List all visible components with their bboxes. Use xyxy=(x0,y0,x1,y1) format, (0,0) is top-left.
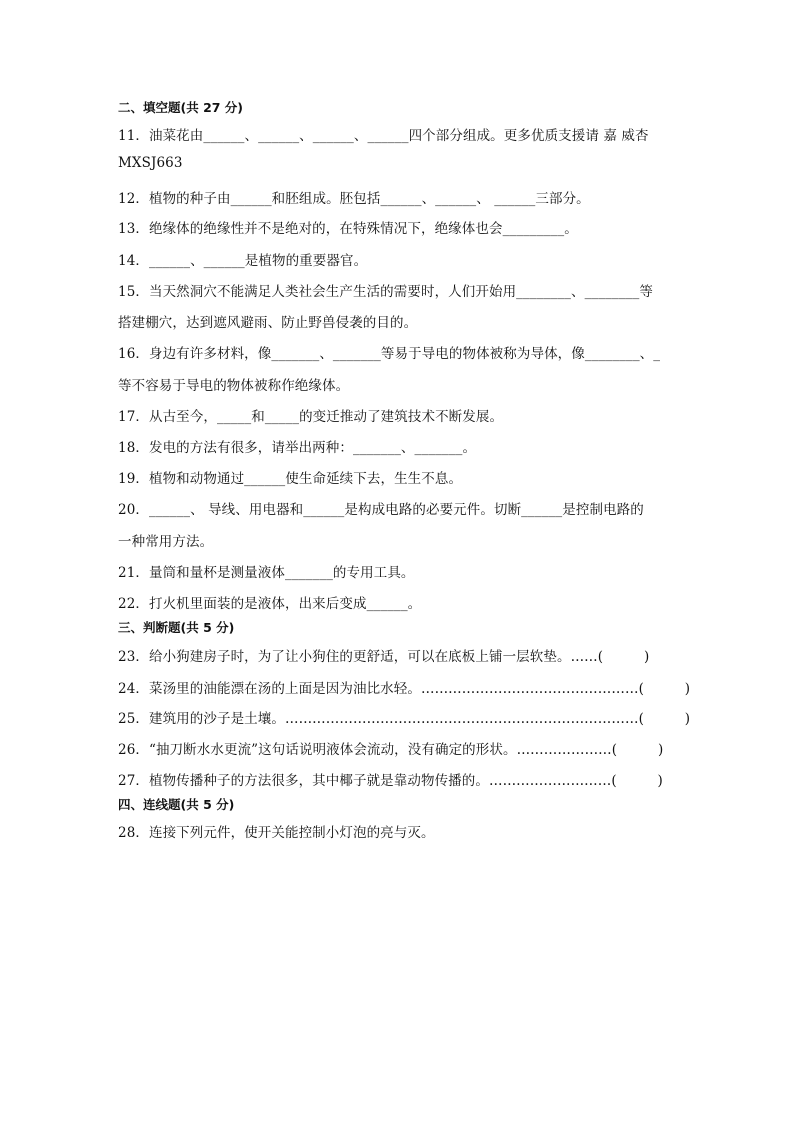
section-heading-fill-in: 二、填空题(共 27 分) xyxy=(118,100,244,115)
question-21: 21．量筒和量杯是测量液体_______的专用工具。 xyxy=(118,565,415,581)
question-23: 23．给小狗建房子时，为了让小狗住的更舒适，可以在底板上铺一层软垫。……( ) xyxy=(118,649,650,665)
question-18: 18．发电的方法有很多，请举出两种：_______、_______。 xyxy=(118,440,477,456)
question-20-line-2: 一种常用方法。 xyxy=(118,534,214,550)
question-19: 19．植物和动物通过______使生命延续下去，生生不息。 xyxy=(118,471,463,487)
question-11-line-2: MXSJ663 xyxy=(118,155,183,171)
question-28: 28．连接下列元件，使开关能控制小灯泡的亮与灭。 xyxy=(118,825,435,841)
question-15-line-2: 搭建棚穴，达到遮风避雨、防止野兽侵袭的目的。 xyxy=(118,315,418,331)
question-20-line-1: 20．______、 导线、用电器和______是构成电路的必要元件。切断______是控制电路的 xyxy=(118,502,644,518)
question-16-line-1: 16．身边有许多材料，像_______、_______等易于导电的物体被称为导体，像________、_ xyxy=(118,346,661,362)
question-11-line-1: 11．油菜花由______、______、______、______四个部分组成。更多优质支援请 嘉 威杏 xyxy=(118,128,649,144)
question-24: 24．菜汤里的油能漂在汤的上面是因为油比水轻。…………………………………………( ) xyxy=(118,681,691,697)
question-26: 26．“抽刀断水水更流”这句话说明液体会流动，没有确定的形状。…………………( ) xyxy=(118,742,664,758)
section-heading-matching: 四、连线题(共 5 分) xyxy=(118,797,235,812)
question-22: 22．打火机里面装的是液体，出来后变成______。 xyxy=(118,596,422,612)
question-16-line-2: 等不容易于导电的物体被称作绝缘体。 xyxy=(118,378,350,394)
question-15-line-1: 15．当天然洞穴不能满足人类社会生产生活的需要时，人们开始用________、________等 xyxy=(118,284,653,300)
question-17: 17．从古至今，_____和_____的变迁推动了建筑技术不断发展。 xyxy=(118,409,504,425)
section-heading-true-false: 三、判断题(共 5 分) xyxy=(118,620,235,635)
question-13: 13．绝缘体的绝缘性并不是绝对的，在特殊情况下，绝缘体也会_________。 xyxy=(118,221,578,237)
question-27: 27．植物传播种子的方法很多，其中椰子就是靠动物传播的。………………………( ) xyxy=(118,773,663,789)
question-14: 14．______、______是植物的重要器官。 xyxy=(118,253,368,269)
question-12: 12．植物的种子由______和胚组成。胚包括______、______、 ______三部分。 xyxy=(118,191,590,207)
question-25: 25．建筑用的沙子是土壤。……………………………………………………………………( ) xyxy=(118,711,691,727)
